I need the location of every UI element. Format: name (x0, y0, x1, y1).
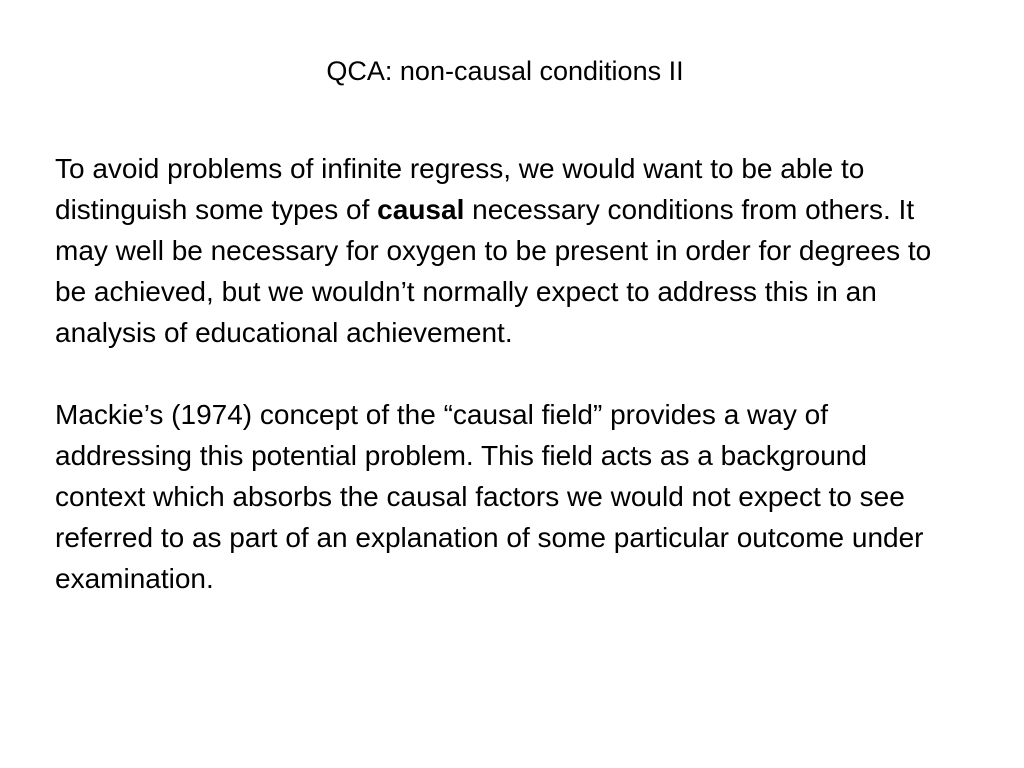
slide-title: QCA: non-causal conditions II (326, 56, 684, 86)
emphasis-causal: causal (377, 194, 465, 225)
slide-body (55, 148, 960, 599)
paragraph-1-text-start: To avoid problems of infinite regress, we would want to be able to distinguish some types of (55, 153, 865, 225)
paragraph-causal-field: Mackie’s (1974) concept of the “causal field” provides a way of addressing this potential problem. This field acts as a background context which absorbs the causal factors we would not expect to see referred to as part of an explanation of some particular outcome under examination. (55, 399, 924, 594)
paragraph-1-text-end: necessary conditions from others. It may well be necessary for oxygen to be present in order for degrees to be achieved, but we wouldn’t normally expect to address this in an analysis of educational achievement. (55, 194, 932, 348)
paragraph-infinite-regress (55, 148, 960, 353)
